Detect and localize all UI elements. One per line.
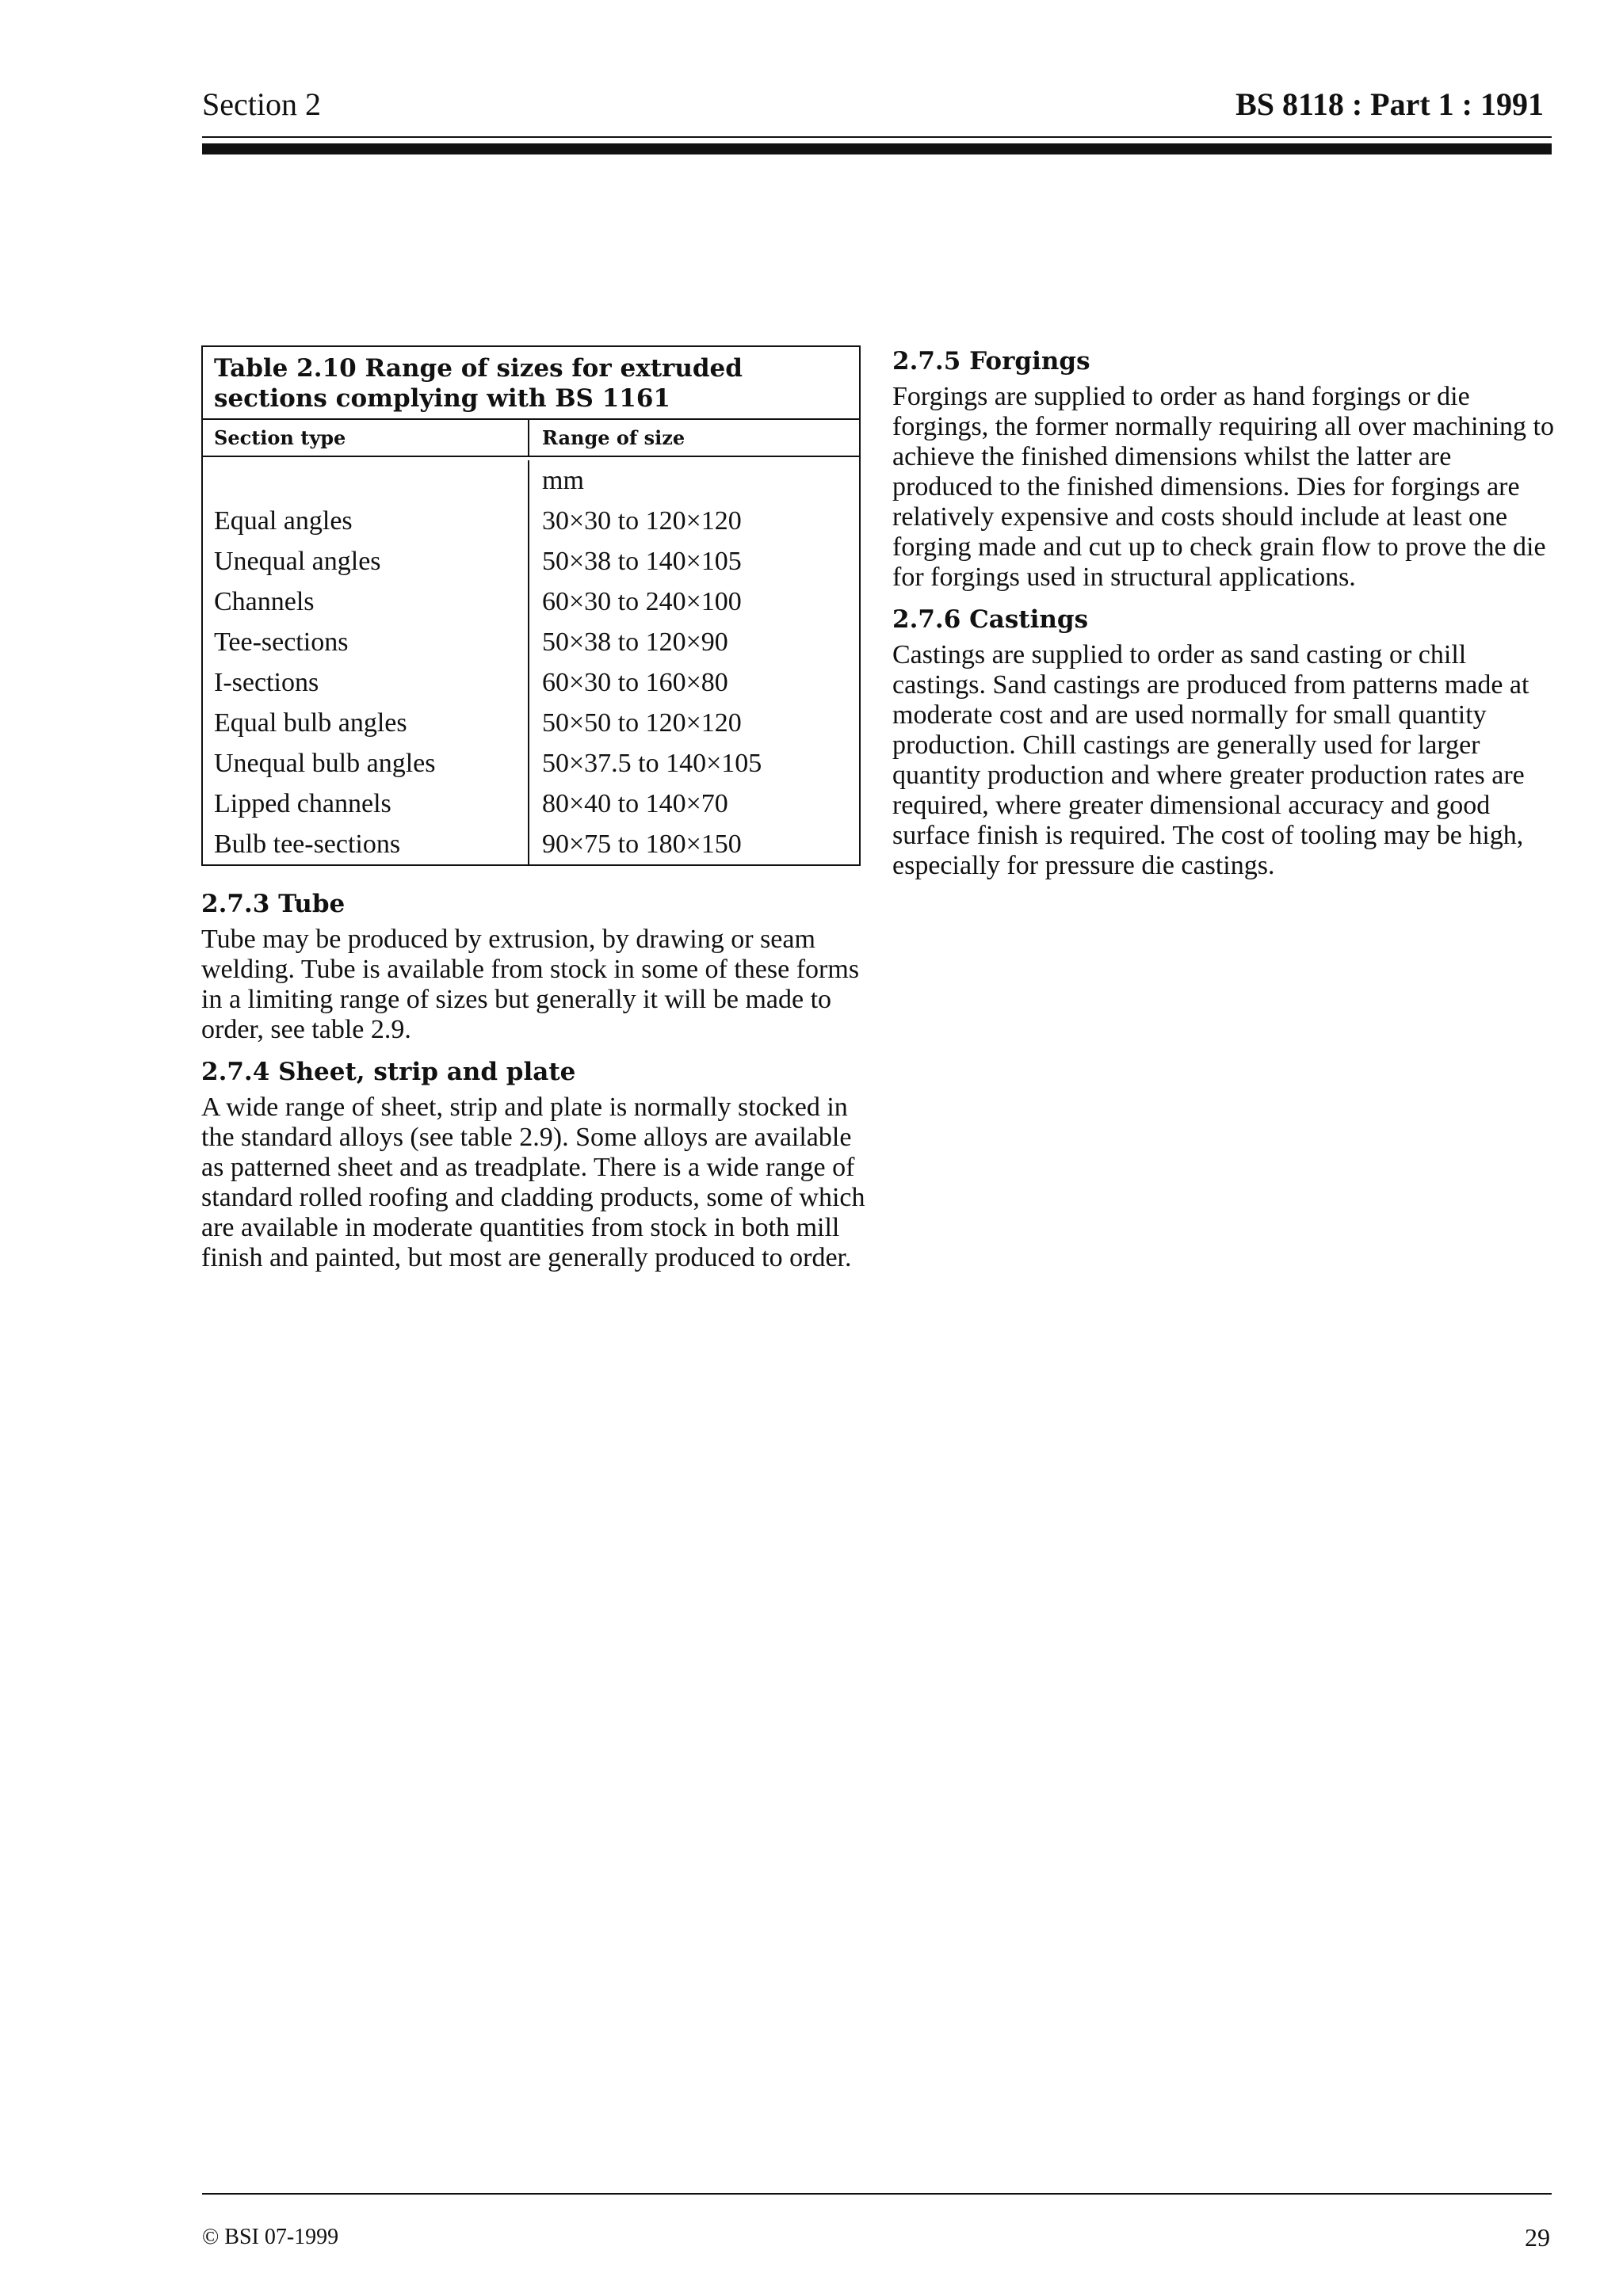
running-header-standard: BS 8118 : Part 1 : 1991 <box>1235 86 1544 122</box>
running-header-section: Section 2 <box>202 86 321 122</box>
unit-spacer <box>203 460 528 501</box>
table-cell-range: 60×30 to 240×100 <box>542 587 742 616</box>
header-rule-thick <box>202 143 1552 154</box>
table-cell-range: 60×30 to 160×80 <box>542 668 728 697</box>
table-cell-range: 80×40 to 140×70 <box>542 789 728 818</box>
paragraph-sheet: A wide range of sheet, strip and plate is normally stocked in the standard alloys (see table 2.9). Some alloys are available as patterned sheet and as treadplate. There is a wide range of standard rolled roofing and cladding products, some of which are available in moderate quantities from stock in both mill finish and painted, but most are generally produced to order. <box>201 1093 865 1272</box>
table-cell-type: Unequal bulb angles <box>214 749 436 778</box>
heading-tube: 2.7.3 Tube <box>201 890 346 918</box>
right-column <box>892 345 1558 892</box>
table-cell-range: 90×75 to 180×150 <box>542 830 742 859</box>
table-body <box>203 460 859 864</box>
section-type-column <box>203 460 529 864</box>
page-number: 29 <box>1525 2223 1550 2252</box>
paragraph-forgings: Forgings are supplied to order as hand forgings or die forgings, the former normally requiring all over machining to achieve the finished dimensions whilst the latter are produced to the finished dimensions. Dies for forgings are relatively expensive and costs should include at least one forging made and cut up to check grain flow to prove the die for forgings used in structural applications. <box>892 382 1554 592</box>
table-cell-type: Equal bulb angles <box>214 708 407 738</box>
paragraph-tube: Tube may be produced by extrusion, by drawing or seam welding. Tube is available from stock in some of these forms in a limiting range of sizes but generally it will be made to order, see table 2.9. <box>201 925 860 1044</box>
col-header-section-type: Section type <box>203 420 529 456</box>
paragraph-castings: Castings are supplied to order as sand casting or chill castings. Sand castings are produced from patterns made at moderate cost and are used normally for small quantity production. Chill castings are generally used for larger quantity production and where greater production rates are required, where greater dimensional accuracy and good surface finish is required. The cost of tooling may be high, especially for pressure die castings. <box>892 640 1529 880</box>
table-cell-range: 50×37.5 to 140×105 <box>542 749 762 778</box>
table-cell-type: Tee-sections <box>214 627 349 657</box>
table-cell-type: Equal angles <box>214 506 353 536</box>
range-column <box>529 460 859 864</box>
header-rule-thin <box>202 136 1552 138</box>
table-cell-range: 50×38 to 120×90 <box>542 627 728 657</box>
heading-forgings: 2.7.5 Forgings <box>892 347 1090 376</box>
heading-castings: 2.7.6 Castings <box>892 605 1089 634</box>
table-cell-range: 50×50 to 120×120 <box>542 708 742 738</box>
table-title: Table 2.10 Range of sizes for extruded sections complying with BS 1161 <box>203 347 859 420</box>
col-header-range: Range of size <box>542 426 685 449</box>
table-header-row <box>203 420 859 457</box>
sizes-table <box>201 345 861 866</box>
table-unit: mm <box>542 466 584 495</box>
footer-rule <box>202 2193 1552 2195</box>
heading-sheet: 2.7.4 Sheet, strip and plate <box>201 1058 576 1086</box>
left-column <box>201 345 867 1284</box>
footer-copyright: © BSI 07-1999 <box>202 2225 339 2249</box>
table-cell-range: 50×38 to 140×105 <box>542 547 742 576</box>
table-cell-type: I-sections <box>214 668 319 697</box>
table-cell-type: Channels <box>214 587 315 616</box>
table-cell-range: 30×30 to 120×120 <box>542 506 742 536</box>
table-cell-type: Bulb tee-sections <box>214 830 401 859</box>
table-cell-type: Unequal angles <box>214 547 381 576</box>
table-cell-type: Lipped channels <box>214 789 391 818</box>
